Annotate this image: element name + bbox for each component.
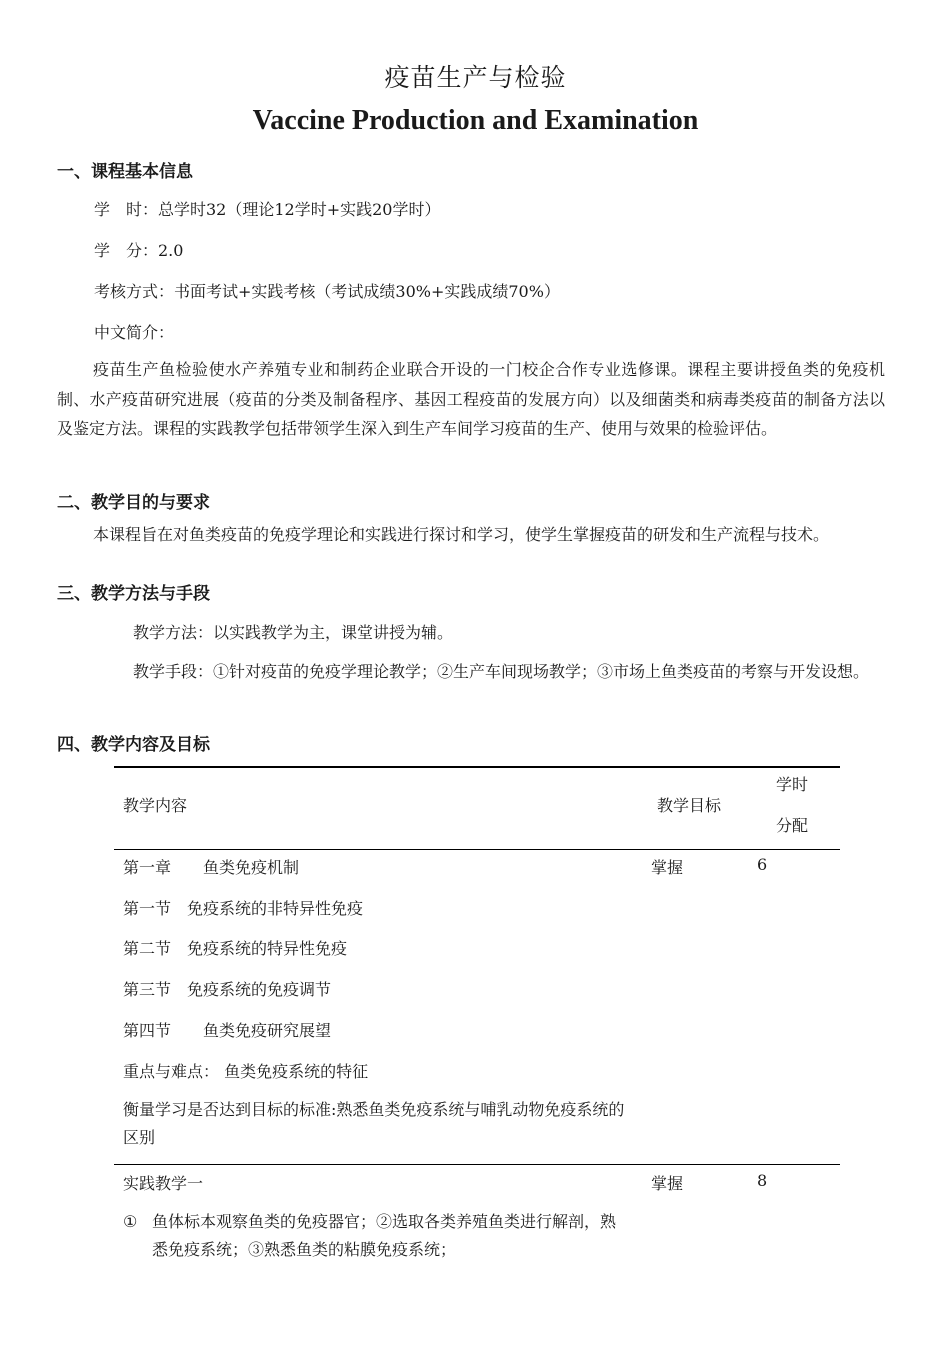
section2-heading: 二、教学目的与要求 [57,493,210,513]
practice1-hours: 8 [757,1171,768,1190]
practice1-goal: 掌握 [651,1174,684,1193]
teaching-method: 教学方法：以实践教学为主，课堂讲授为辅。 [133,623,454,642]
header-hours-line2: 分配 [776,816,809,835]
course-credits: 学 分：2.0 [94,241,184,260]
table-row-rule [114,1164,840,1165]
header-content: 教学内容 [123,796,188,815]
course-title-chinese: 疫苗生产与检验 [384,63,567,92]
chapter1-key-points: 重点与难点： 鱼类免疫系统的特征 [123,1062,369,1081]
course-title-english: Vaccine Production and Examination [252,105,699,136]
chapter1-section: 第四节 鱼类免疫研究展望 [123,1021,332,1040]
chapter1-section: 第二节 免疫系统的特异性免疫 [123,939,348,958]
teaching-means: 教学手段：①针对疫苗的免疫学理论教学；②生产车间现场教学；③市场上鱼类疫苗的考察与开发设想。 [133,662,870,681]
course-hours: 学 时：总学时32（理论12学时+实践20学时） [94,200,441,219]
practice1-title: 实践教学一 [123,1174,204,1193]
chapter1-hours: 6 [757,855,768,874]
assessment-method: 考核方式：书面考试+实践考核（考试成绩30%+实践成绩70%） [94,282,560,301]
chapter1-title: 第一章 鱼类免疫机制 [123,858,300,877]
chapter1-standard: 衡量学习是否达到目标的标准:熟悉鱼类免疫系统与哺乳动物免疫系统的区别 [123,1100,625,1147]
header-hours-line1: 学时 [776,775,809,794]
section3-heading: 三、教学方法与手段 [57,584,210,604]
practice1-item-marker: ① [123,1212,138,1231]
chapter1-section: 第一节 免疫系统的非特异性免疫 [123,899,364,918]
chapter1-section: 第三节 免疫系统的免疫调节 [123,980,332,999]
intro-label: 中文简介： [94,323,175,342]
table-header-rule [114,849,840,850]
table-top-rule [114,766,840,768]
chapter1-goal: 掌握 [651,858,684,877]
section4-heading: 四、教学内容及目标 [57,735,210,755]
section1-heading: 一、课程基本信息 [57,162,193,182]
intro-paragraph: 疫苗生产鱼检验使水产养殖专业和制药企业联合开设的一门校企合作专业选修课。课程主要讲授鱼类的免疫机制、水产疫苗研究进展（疫苗的分类及制备程序、基因工程疫苗的发展方向）以及细菌类和病毒类疫苗的制备方法以及鉴定方法。课程的实践教学包括带领学生深入到生产车间学习疫苗的生产、使用与效果的检验评估。 [57,360,885,438]
objectives-paragraph: 本课程旨在对鱼类疫苗的免疫学理论和实践进行探讨和学习，使学生掌握疫苗的研发和生产流程与技术。 [93,525,830,544]
practice1-item-text: 鱼体标本观察鱼类的免疫器官；②选取各类养殖鱼类进行解剖，熟悉免疫系统；③熟悉鱼类的粘膜免疫系统； [152,1212,617,1259]
header-goal: 教学目标 [657,796,722,815]
